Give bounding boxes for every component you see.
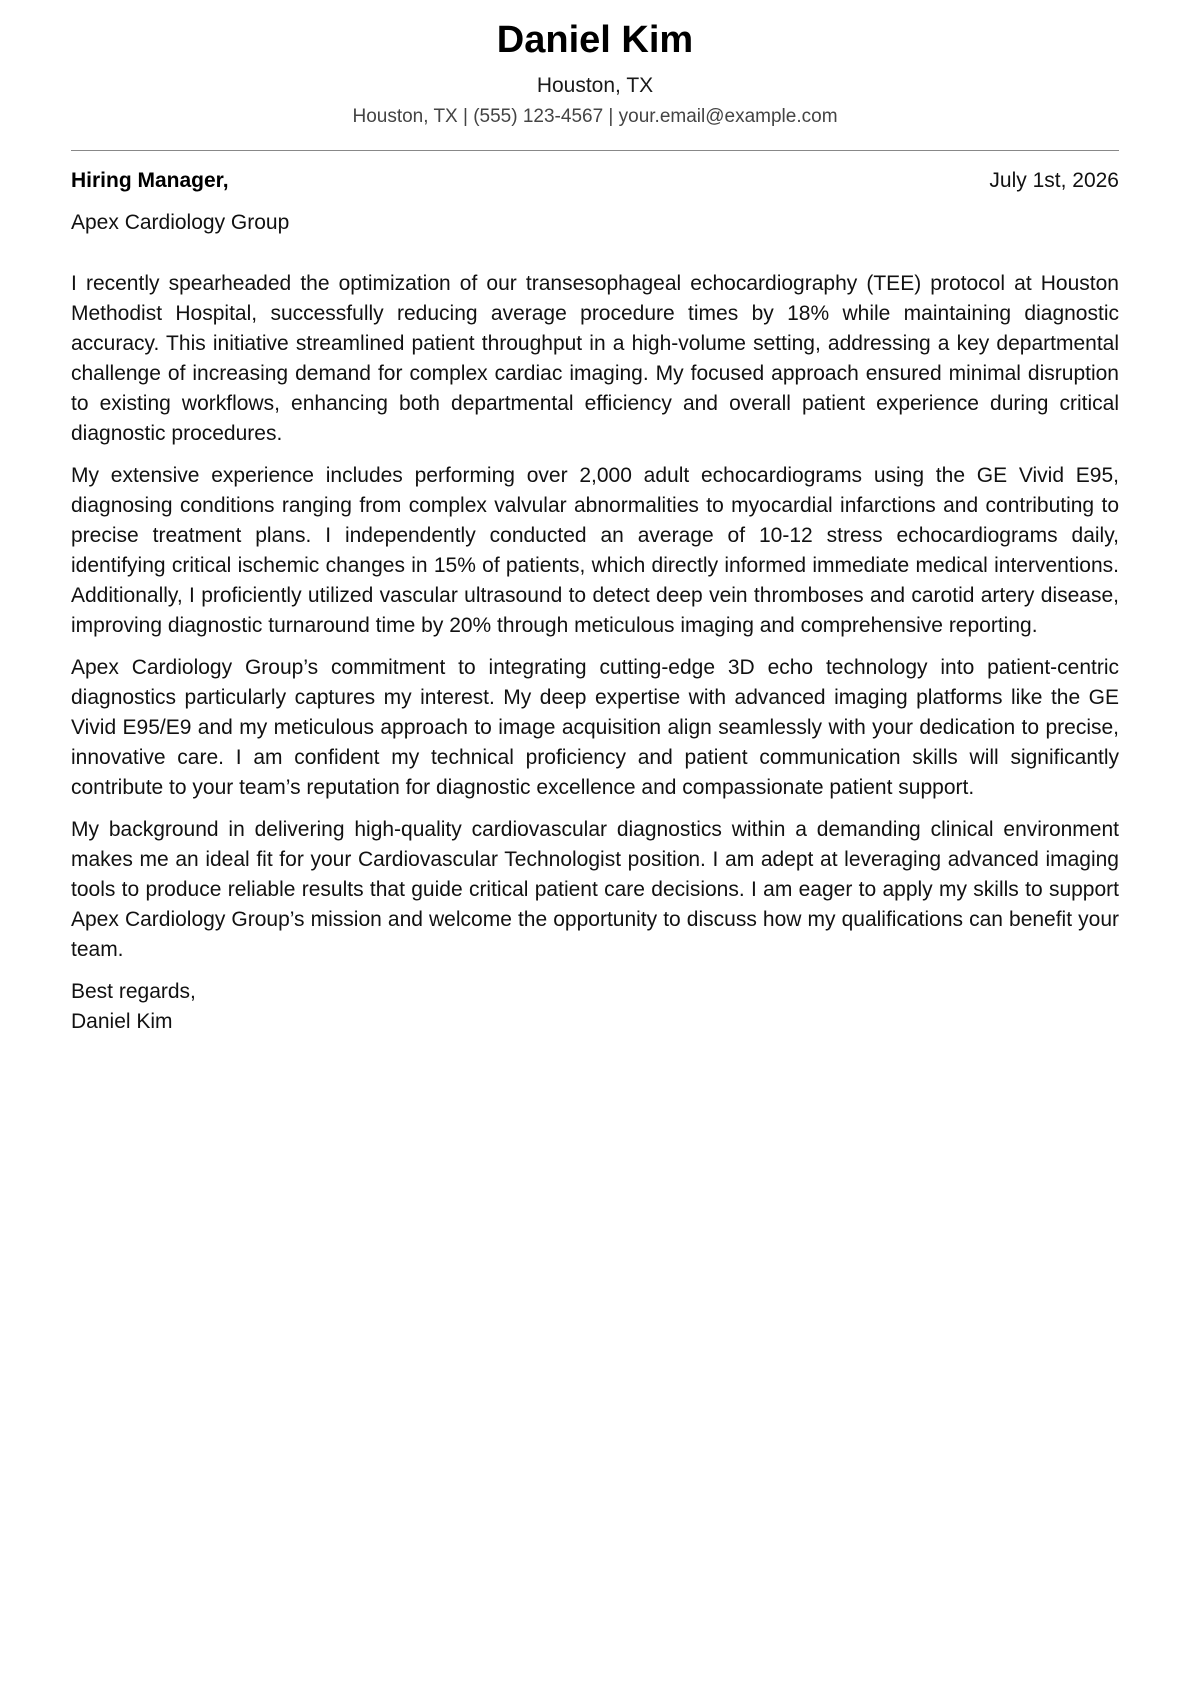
recipient-salutation: Hiring Manager,	[71, 169, 229, 192]
body-paragraph-4: My background in delivering high-quality cardiovascular diagnostics within a demanding clinical environment makes me an ideal fit for your Cardiovascular Technologist position. I am adept at leveraging advanced imaging tools to produce reliable results that guide critical patient care decisions. I am eager to apply my skills to support Apex Cardiology Group’s mission and welcome the opportunity to discuss how my qualifications can benefit your team.	[71, 818, 1119, 961]
applicant-location: Houston, TX	[536, 74, 654, 97]
header-divider	[71, 150, 1119, 151]
body-paragraph-1: I recently spearheaded the optimization of our transesophageal echocardiography (TEE) protocol at Houston Methodist Hospital, successfully reducing average procedure times by 18% while maintaining diagnostic accuracy. This initiative streamlined patient throughput in a high-volume setting, addressing a key departmental challenge of increasing demand for complex cardiac imaging. My focused approach ensured minimal disruption to existing workflows, enhancing both departmental efficiency and overall patient experience during critical diagnostic procedures.	[71, 272, 1119, 445]
recipient-date-row	[71, 167, 1119, 195]
body-paragraph-3: Apex Cardiology Group’s commitment to integrating cutting-edge 3D echo technology into patient-centric diagnostics particularly captures my interest. My deep expertise with advanced imaging platforms like the GE Vivid E95/E9 and my meticulous approach to image acquisition align seamlessly with your dedication to precise, innovative care. I am confident my technical proficiency and patient communication skills will significantly contribute to your team’s reputation for diagnostic excellence and compassionate patient support.	[71, 656, 1119, 799]
applicant-name: Daniel Kim	[496, 19, 694, 61]
signature-name: Daniel Kim	[71, 1010, 173, 1033]
body-paragraph-2: My extensive experience includes performing over 2,000 adult echocardiograms using the GE Vivid E95, diagnosing conditions ranging from complex valvular abnormalities to myocardial infarctions and contributing to precise treatment plans. I independently conducted an average of 10-12 stress echocardiograms daily, identifying critical ischemic changes in 15% of patients, which directly informed immediate medical interventions. Additionally, I proficiently utilized vascular ultrasound to detect deep vein thromboses and carotid artery disease, improving diagnostic turnaround time by 20% through meticulous imaging and comprehensive reporting.	[71, 464, 1119, 637]
closing-phrase: Best regards,	[71, 980, 196, 1003]
letter-body	[71, 269, 1119, 965]
recipient-company: Apex Cardiology Group	[71, 211, 290, 234]
applicant-contact-line: Houston, TX | (555) 123-4567 | your.email@example.com	[352, 106, 838, 127]
letter-closing-block	[71, 977, 1119, 1037]
letter-date: July 1st, 2026	[989, 169, 1119, 192]
letter-header	[71, 16, 1119, 130]
